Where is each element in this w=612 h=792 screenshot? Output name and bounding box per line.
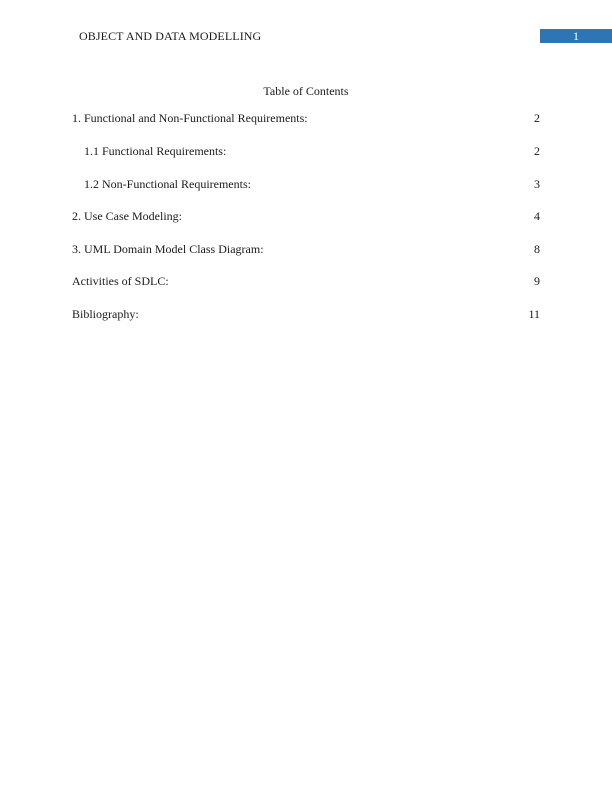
- toc-entry-page: 9: [534, 274, 540, 288]
- toc-entry-nonfunctional[interactable]: [72, 177, 540, 191]
- toc-entry-label: Activities of SDLC:: [72, 274, 169, 288]
- toc-entry-uml-domain-model[interactable]: [72, 242, 540, 256]
- toc-entry-label: 1. Functional and Non-Functional Requirements:: [72, 111, 308, 125]
- toc-entry-activities-sdlc[interactable]: [72, 274, 540, 288]
- toc-entry-page: 3: [534, 177, 540, 191]
- toc-entry-label: 2. Use Case Modeling:: [72, 209, 182, 223]
- toc-entry-label: Bibliography:: [72, 307, 139, 321]
- toc-entry-label: 1.1 Functional Requirements:: [84, 144, 227, 158]
- running-head: OBJECT AND DATA MODELLING: [79, 29, 262, 43]
- toc-entry-functional[interactable]: [72, 144, 540, 158]
- toc-entry-page: 8: [534, 242, 540, 256]
- toc-entry-label: 3. UML Domain Model Class Diagram:: [72, 242, 264, 256]
- toc-entry-page: 11: [528, 307, 540, 321]
- toc-entry-label: 1.2 Non-Functional Requirements:: [84, 177, 251, 191]
- toc-entry-functional-nonfunctional[interactable]: [72, 111, 540, 125]
- toc-entry-page: 4: [534, 209, 540, 223]
- page-number: 1: [540, 29, 612, 43]
- toc-entry-page: 2: [534, 111, 540, 125]
- toc-entry-use-case[interactable]: [72, 209, 540, 223]
- toc-entry-page: 2: [534, 144, 540, 158]
- toc-entry-bibliography[interactable]: [72, 307, 540, 321]
- toc-title: Table of Contents: [263, 84, 349, 98]
